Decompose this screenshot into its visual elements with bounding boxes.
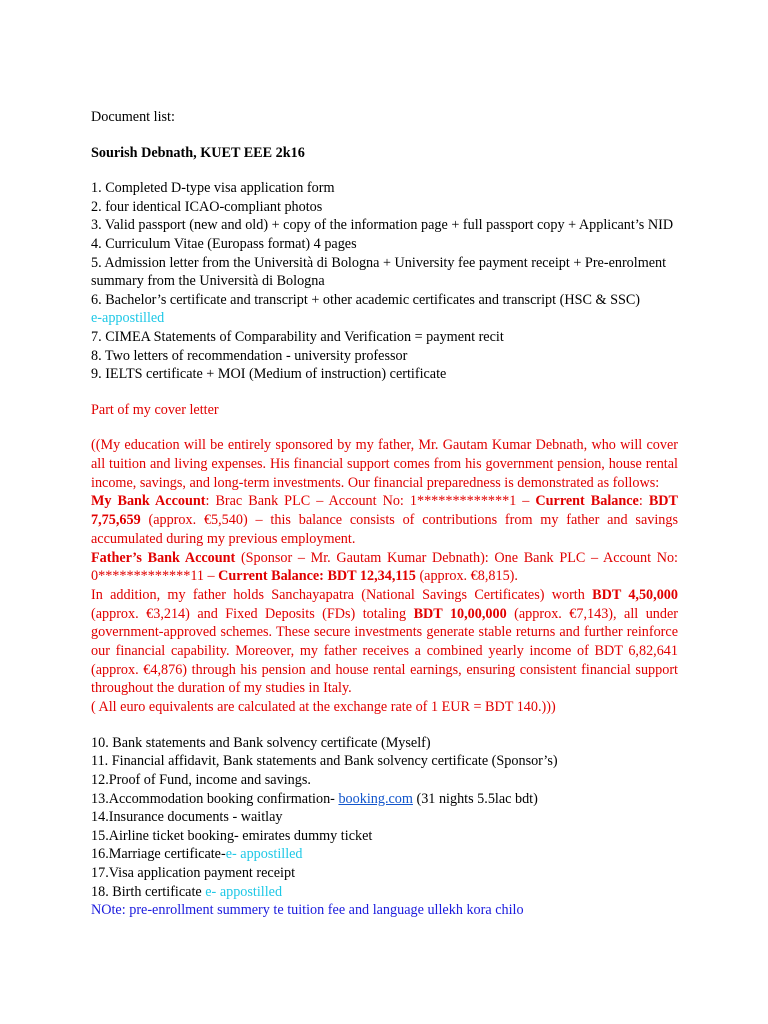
list-item: 11. Financial affidavit, Bank statements and Bank solvency certificate (Sponsor’s)	[91, 753, 558, 770]
colon-separator: :	[638, 493, 649, 510]
apostille-note: e-appostilled	[91, 310, 165, 327]
investments-text: (approx. €7,143), all under government-approved schemes. These secure investments generate stable returns and further reinforce our financial capability. Moreover, my father receives a combined yearly income of BDT 6,82,641 (approx. €4,876) through his pension and house rental earnings, ensuring consistent financial support throughout the duration of my studies in Italy.	[91, 605, 678, 697]
cover-letter-heading: Part of my cover letter	[91, 401, 219, 418]
document-list-label: Document list:	[91, 109, 175, 125]
list-item: 3. Valid passport (new and old) + copy of the information page + full passport copy + Applicant’s NID	[91, 217, 674, 234]
list-item	[91, 790, 678, 809]
father-balance-approx: (approx. €8,815).	[415, 568, 518, 585]
list-item: 10. Bank statements and Bank solvency certificate (Myself)	[91, 734, 431, 751]
applicant-name: Sourish Debnath, KUET EEE 2k16	[91, 144, 305, 161]
father-bank-account-label: Father’s Bank Account	[91, 549, 236, 566]
investments-text: (approx. €3,214) and Fixed Deposits (FDs) totaling	[91, 605, 414, 622]
list-item: 2. four identical ICAO-compliant photos	[91, 198, 323, 215]
list-item: 9. IELTS certificate + MOI (Medium of instruction) certificate	[91, 366, 447, 383]
list-item: 4. Curriculum Vitae (Europass format) 4 pages	[91, 235, 357, 252]
list-item	[91, 845, 678, 864]
document-list-part-2	[91, 734, 678, 920]
my-bank-account-label: My Bank Account	[91, 493, 206, 510]
list-item	[91, 883, 678, 902]
my-balance-amount: BDT 7,75,659	[91, 493, 678, 529]
my-bank-account-details: : Brac Bank PLC – Account No: 1*************1 –	[205, 493, 536, 510]
sanchayapatra-amount: BDT 4,50,000	[592, 586, 678, 603]
my-bank-account-paragraph	[91, 492, 678, 548]
current-balance-label: Current Balance	[535, 493, 639, 510]
list-item-text: 16.Marriage certificate-	[91, 846, 226, 863]
investments-text: In addition, my father holds Sanchayapatra (National Savings Certificates) worth	[91, 586, 593, 603]
footer-note: NOte: pre-enrollment summery te tuition fee and language ullekh kora chilo	[91, 902, 524, 919]
apostille-note: e- appostilled	[205, 883, 283, 900]
list-item: 14.Insurance documents - waitlay	[91, 809, 283, 826]
list-item-text: (31 nights 5.5lac bdt)	[412, 790, 538, 807]
fd-amount: BDT 10,00,000	[413, 605, 507, 622]
cover-letter-intro: ((My education will be entirely sponsored by my father, Mr. Gautam Kumar Debnath, who will cover all tuition and living expenses. His financial support comes from his government pension, house rental income, savings, and long-term investments. Our financial preparedness is demonstrated as follows:	[91, 437, 678, 491]
list-item: 15.Airline ticket booking- emirates dummy ticket	[91, 827, 373, 844]
father-current-balance: Current Balance: BDT 12,34,115	[218, 568, 416, 585]
list-item: 17.Visa application payment receipt	[91, 865, 296, 882]
list-item-text: 18. Birth certificate	[91, 883, 206, 900]
list-item: 1. Completed D-type visa application form	[91, 180, 335, 197]
cover-letter-excerpt	[91, 436, 678, 717]
my-bank-account-note: (approx. €5,540) – this balance consists of contributions from my father and savings accumulated during my previous employment.	[91, 512, 678, 547]
document-list-part-1	[91, 179, 678, 384]
apostille-note: e- appostilled	[225, 846, 303, 863]
father-bank-account-details: (Sponsor – Mr. Gautam Kumar Debnath): One Bank PLC – Account No: 0*************11 –	[91, 549, 678, 585]
list-item: 6. Bachelor’s certificate and transcript + other academic certificates and transcript (HSC & SSC)	[91, 291, 641, 308]
investments-paragraph	[91, 586, 678, 698]
list-item: 7. CIMEA Statements of Comparability and Verification = payment recit	[91, 328, 504, 345]
document-body	[91, 108, 678, 920]
exchange-rate-note: ( All euro equivalents are calculated at the exchange rate of 1 EUR = BDT 140.)))	[91, 699, 556, 716]
list-item: 12.Proof of Fund, income and savings.	[91, 772, 311, 789]
list-item-text: 13.Accommodation booking confirmation-	[91, 790, 339, 807]
father-bank-account-paragraph	[91, 549, 678, 586]
list-item: 5. Admission letter from the Università di Bologna + University fee payment receipt + Pre-enrolment summary from the Università di Bologna	[91, 254, 667, 290]
booking-link[interactable]: booking.com	[338, 790, 413, 807]
list-item: 8. Two letters of recommendation - university professor	[91, 347, 408, 364]
